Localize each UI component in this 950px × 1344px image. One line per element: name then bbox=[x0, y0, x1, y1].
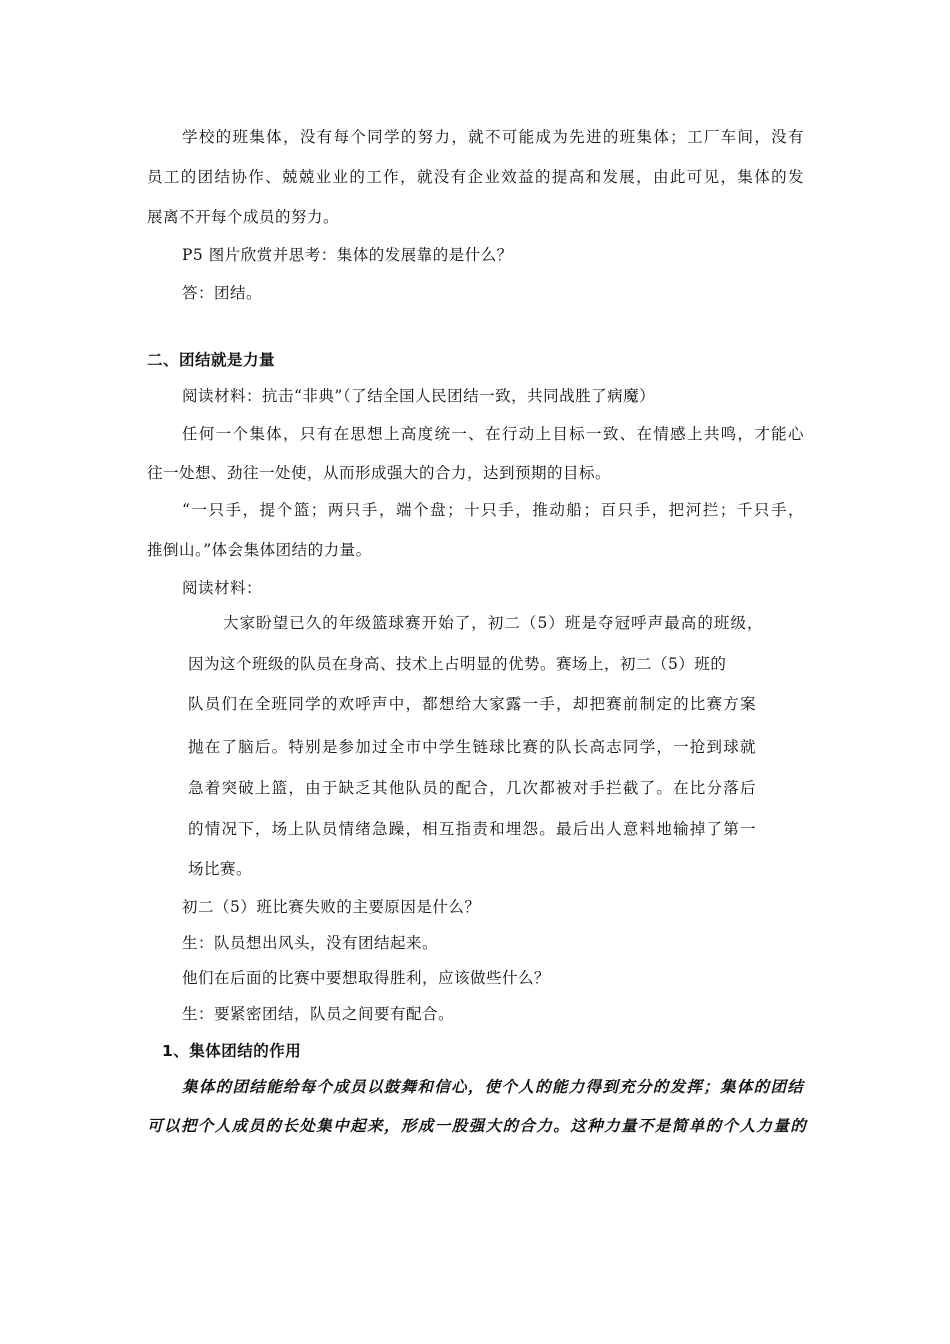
emphasis-line-2: 可以把个人成员的长处集中起来，形成一股强大的合力。这种力量不是简单的个人力量的 bbox=[147, 1117, 807, 1135]
reading-material-1: 阅读材料：抗击“非典”（了结全国人民团结一致，共同战胜了病魔） bbox=[182, 387, 656, 405]
intro-question: P5 图片欣赏并思考：集体的发展靠的是什么？ bbox=[182, 246, 513, 264]
qa-answer-1: 生：队员想出风头，没有团结起来。 bbox=[182, 934, 439, 952]
intro-para-line-2: 员工的团结协作、兢兢业业的工作，就没有企业效益的提高和发展，由此可见，集体的发 bbox=[147, 168, 804, 186]
section-heading: 二、团结就是力量 bbox=[147, 351, 276, 369]
proverb-line-1: “一只手，提个篮；两只手，端个盘；十只手，推动船；百只手，把河拦；千只手， bbox=[182, 501, 804, 519]
story-line-5: 急着突破上篮，由于缺乏其他队员的配合，几次都被对手拦截了。在比分落后 bbox=[188, 779, 756, 797]
qa-answer-2: 生：要紧密团结，队员之间要有配合。 bbox=[182, 1005, 455, 1023]
story-line-1: 大家盼望已久的年级篮球赛开始了，初二（5）班是夺冠呼声最高的班级， bbox=[223, 614, 763, 632]
story-line-6: 的情况下，场上队员情绪急躁，相互指责和埋怨。最后出人意料地输掉了第一 bbox=[188, 820, 756, 838]
story-line-7: 场比赛。 bbox=[188, 860, 253, 878]
intro-para-line-3: 展离不开每个成员的努力。 bbox=[147, 208, 340, 226]
story-line-4: 抛在了脑后。特别是参加过全市中学生链球比赛的队长高志同学，一抢到球就 bbox=[188, 738, 756, 756]
intro-para-line-1: 学校的班集体，没有每个同学的努力，就不可能成为先进的班集体；工厂车间，没有 bbox=[182, 128, 804, 146]
reading-material-2: 阅读材料： bbox=[182, 579, 263, 597]
story-line-2: 因为这个班级的队员在身高、技术上占明显的优势。赛场上，初二（5）班的 bbox=[188, 655, 727, 673]
subsection-heading: 1、集体团结的作用 bbox=[162, 1042, 302, 1060]
qa-question-2: 他们在后面的比赛中要想取得胜利，应该做些什么？ bbox=[182, 969, 551, 987]
para2-line-2: 往一处想、劲往一处使，从而形成强大的合力，达到预期的目标。 bbox=[147, 464, 612, 482]
qa-question-1: 初二（5）班比赛失败的主要原因是什么？ bbox=[182, 898, 481, 916]
proverb-line-2: 推倒山。”体会集体团结的力量。 bbox=[147, 541, 372, 559]
intro-answer: 答：团结。 bbox=[182, 284, 263, 302]
emphasis-line-1: 集体的团结能给每个成员以鼓舞和信心，使个人的能力得到充分的发挥；集体的团结 bbox=[182, 1078, 804, 1096]
para2-line-1: 任何一个集体，只有在思想上高度统一、在行动上目标一致、在情感上共鸣，才能心 bbox=[182, 425, 804, 443]
story-line-3: 队员们在全班同学的欢呼声中，都想给大家露一手，却把赛前制定的比赛方案 bbox=[188, 695, 756, 713]
